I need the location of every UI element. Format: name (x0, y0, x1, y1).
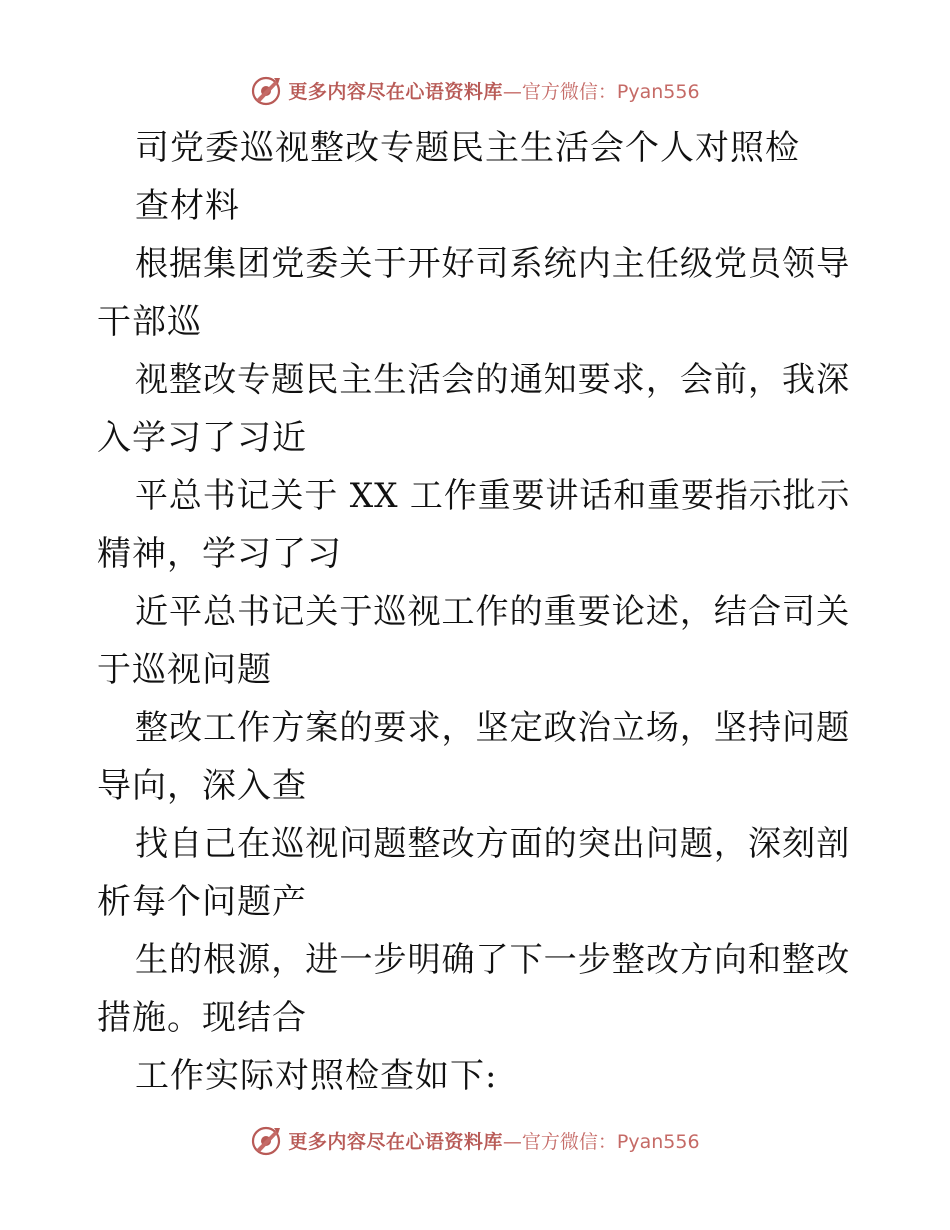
doc-line: 精神，学习了习 (97, 534, 342, 574)
doc-line: 干部巡 (97, 302, 202, 342)
doc-line: 生的根源，进一步明确了下一步整改方向和整改 (135, 940, 851, 980)
header-contact-text: —官方微信：Pyan556 (502, 80, 700, 103)
doc-line: 根据集团党委关于开好司系统内主任级党员领导 (135, 244, 851, 284)
footer-banner (0, 1120, 950, 1160)
doc-line: 整改工作方案的要求，坚定政治立场，坚持问题 (135, 708, 851, 748)
doc-line: 查材料 (135, 186, 240, 226)
doc-line: 工作实际对照检查如下: (135, 1056, 498, 1096)
doc-line: 导向，深入查 (97, 766, 307, 806)
doc-line: 入学习了习近 (97, 418, 307, 458)
doc-line: 析每个问题产 (97, 882, 307, 922)
doc-line: 找自己在巡视问题整改方面的突出问题，深刻剖 (135, 824, 851, 864)
quill-logo-icon (250, 1124, 282, 1156)
footer-contact-text: —官方微信：Pyan556 (502, 1130, 700, 1153)
quill-logo-icon (250, 74, 282, 106)
doc-line: 视整改专题民主生活会的通知要求，会前，我深 (135, 360, 851, 400)
doc-line: 于巡视问题 (97, 650, 272, 690)
doc-line: 措施。现结合 (97, 998, 307, 1038)
doc-line: 司党委巡视整改专题民主生活会个人对照检 (135, 128, 800, 168)
header-banner (0, 70, 950, 110)
footer-brand-text: 更多内容尽在心语资料库 (288, 1130, 503, 1153)
header-brand-text: 更多内容尽在心语资料库 (288, 80, 503, 103)
doc-line: 平总书记关于 XX 工作重要讲话和重要指示批示 (135, 476, 851, 516)
doc-line: 近平总书记关于巡视工作的重要论述，结合司关 (135, 592, 851, 632)
